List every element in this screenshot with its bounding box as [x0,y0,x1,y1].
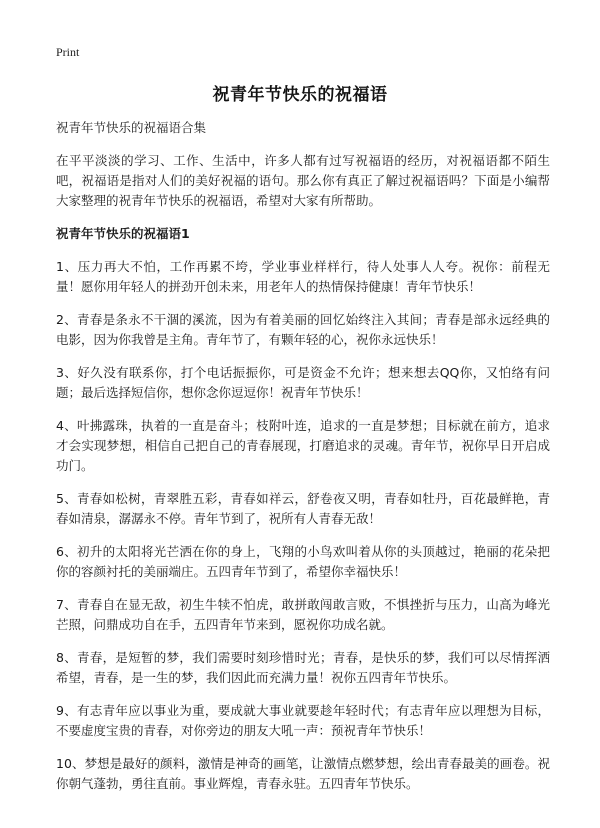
wish-item: 3、好久没有联系你，打个电话振振你，可是资金不允许；想来想去QQ你，又怕络有问题；最后选择短信你，想你念你逗逗你！祝青年节快乐！ [56,365,550,400]
wish-item: 10、梦想是最好的颜料，激情是神奇的画笔，让激情点燃梦想，绘出青春最美的画卷。祝你朝气蓬勃，勇往直前。事业辉煌，青春永驻。五四青年节快乐。 [56,756,550,791]
document-body [56,118,550,807]
wish-item: 7、青春自在显无敌，初生牛犊不怕虎，敢拼敢闯敢言败，不惧挫折与压力，山高为峰光芒照，问鼎成功自在手，五四青年节来到，愿祝你功成名就。 [56,597,550,632]
intro-paragraph: 在平平淡淡的学习、工作、生活中，许多人都有过写祝福语的经历，对祝福语都不陌生吧，祝福语是指对人们的美好祝福的语句。那么你有真正了解过祝福语吗？下面是小编帮大家整理的祝青年节快乐的祝福语，希望对大家有所帮助。 [56,153,550,208]
wish-item: 6、初升的太阳将光芒洒在你的身上，飞翔的小鸟欢叫着从你的头顶越过，艳丽的花朵把你的容颜衬托的美丽端庄。五四青年节到了，希望你幸福快乐！ [56,544,550,579]
wish-item: 4、叶拂露珠，执着的一直是奋斗；枝附叶连，追求的一直是梦想；目标就在前方，追求才会实现梦想，相信自己把自己的青春展现，打磨追求的灵魂。青年节，祝你早日开启成功门。 [56,418,550,473]
wish-item: 9、有志青年应以事业为重，要成就大事业就要趁年轻时代；有志青年应以理想为目标，不要虚度宝贵的青春，对你旁边的朋友大吼一声：预祝青年节快乐！ [56,703,550,738]
wish-item: 2、青春是条永不干涸的溪流，因为有着美丽的回忆始终注入其间；青春是部永远经典的电影，因为你我曾是主角。青年节了，有颗年轻的心，祝你永远快乐！ [56,312,550,347]
document-subtitle: 祝青年节快乐的祝福语合集 [56,120,207,135]
wish-item: 8、青春，是短暂的梦，我们需要时刻珍惜时光；青春，是快乐的梦，我们可以尽情挥洒希望，青春，是一生的梦，我们因此而充满力量！祝你五四青年节快乐。 [56,650,550,685]
section-heading: 祝青年节快乐的祝福语1 [56,226,190,241]
wish-item: 5、青春如松树，青翠胜五彩，青春如祥云，舒卷夜又明，青春如牡丹，百花最鲜艳，青春如清泉，潺潺永不停。青年节到了，祝所有人青春无敌！ [56,491,550,526]
document-title: 祝青年节快乐的祝福语 [212,85,388,105]
print-link[interactable]: Print [56,45,80,59]
wish-item: 1、压力再大不怕，工作再累不垮，学业事业样样行，待人处事人人夸。祝你：前程无量！愿你用年轻人的拼劲开创未来，用老年人的热情保持健康！青年节快乐！ [56,259,550,294]
